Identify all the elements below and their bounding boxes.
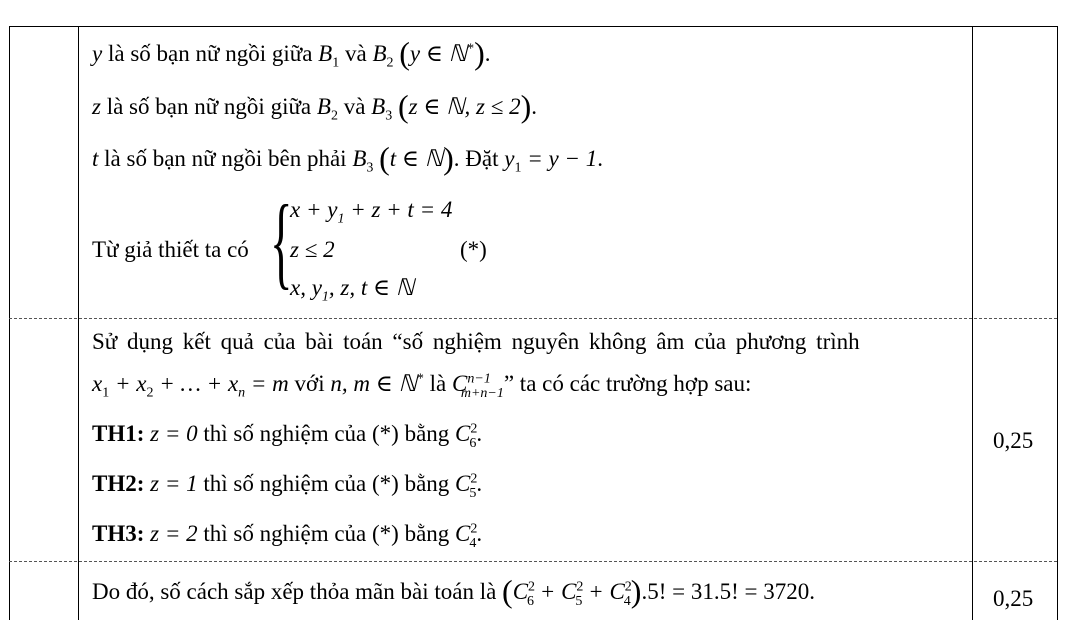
table-top-border	[9, 26, 1057, 27]
conclusion-line: Do đó, số cách sắp xếp thỏa mãn bài toán là $(C^2_6 + C^2_5 + C^2_4).5$! = 31.5! = 3720.	[92, 573, 815, 609]
definition-line-y: y là số bạn nữ ngồi giữa $B_1$ và $B_2$ (y ∈ ℕ*).	[92, 35, 491, 71]
method-formula-line: $x_1 + x_2$ + … + $x_n = m$ với n, m ∈ ℕ* là $C^{n-1}_{m+n-1}$” ta có các trường hợp sau:	[92, 371, 752, 401]
equation-tag: (*)	[460, 237, 487, 262]
system-eq-3: x, $y_1$, z, t ∈ ℕ	[290, 275, 415, 305]
table-left-border	[9, 26, 10, 620]
column-divider	[972, 26, 973, 620]
column-divider	[78, 26, 79, 620]
score-row-2: 0,25	[993, 428, 1034, 453]
case-3: TH3: z = 2 thì số nghiệm của (*) bằng $C^2_4$.	[92, 521, 483, 551]
system-brace: {	[270, 184, 293, 299]
row-divider	[9, 318, 1057, 319]
case-2: TH2: z = 1 thì số nghiệm của (*) bằng $C^2_5$.	[92, 471, 483, 501]
definition-line-z: z là số bạn nữ ngồi giữa $B_2$ và $B_3$ (z ∈ ℕ, z ≤ 2).	[92, 88, 538, 124]
table-right-border	[1057, 26, 1058, 620]
system-eq-1: $x + y_1 + z + t = 4$	[290, 197, 453, 227]
system-intro: Từ giả thiết ta có	[92, 237, 249, 262]
system-eq-2: z ≤ 2	[290, 237, 335, 262]
method-line: Sử dụng kết quả của bài toán “số nghiệm nguyên không âm của phương trình	[92, 329, 860, 354]
case-1: TH1: z = 0 thì số nghiệm của (*) bằng $C^2_6$.	[92, 421, 483, 451]
row-divider	[9, 561, 1057, 562]
definition-line-t: t là số bạn nữ ngồi bên phải $B_3$ (t ∈ ℕ). Đặt $y_1 = y - 1$.	[92, 140, 603, 176]
score-row-3: 0,25	[993, 586, 1034, 611]
